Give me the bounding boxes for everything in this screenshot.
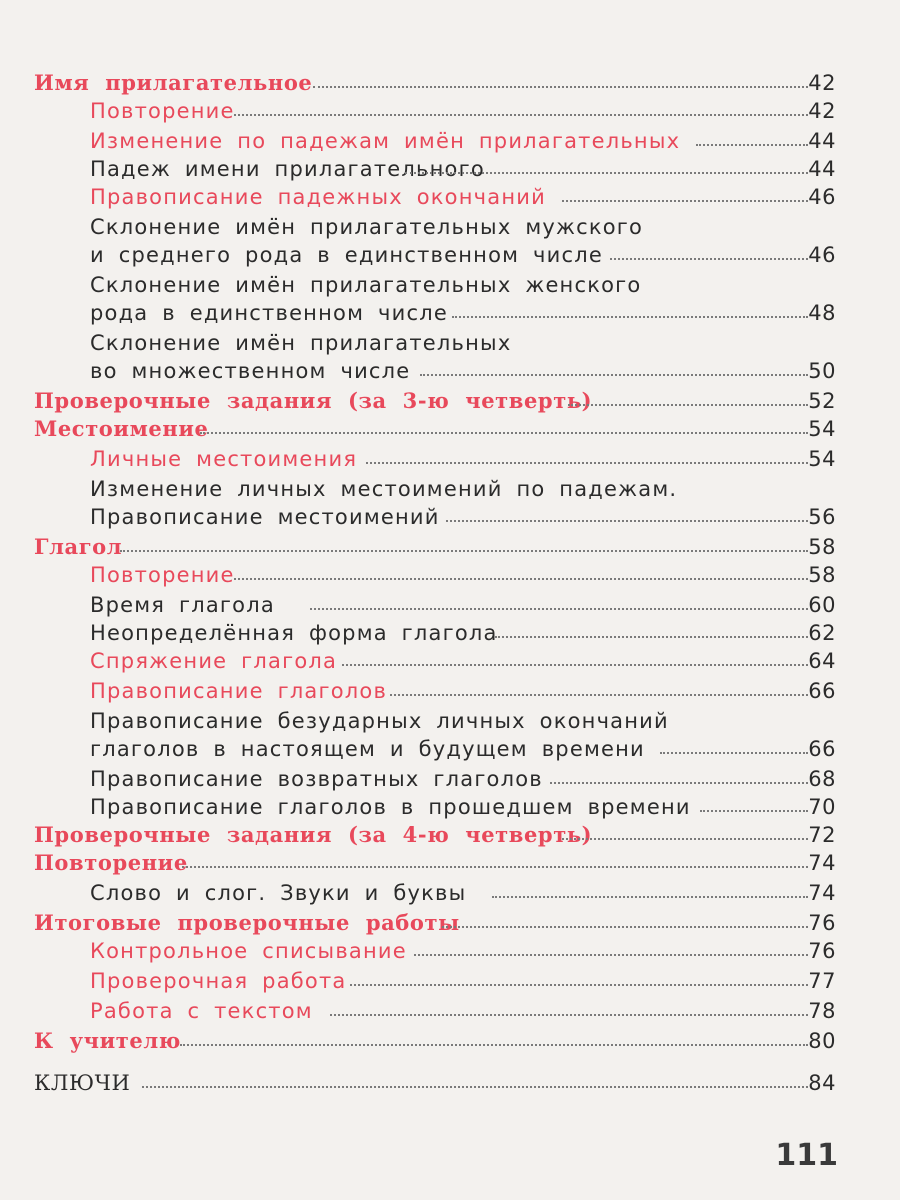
toc-entry-title: Правописание местоимений — [90, 505, 440, 529]
toc-entry-page: 72 — [808, 823, 836, 847]
toc-entry-page: 44 — [808, 129, 836, 153]
toc-entry-page: 74 — [808, 851, 836, 875]
toc-entry-title: Изменение по падежам имён прилагательных — [90, 129, 681, 153]
toc-entry[interactable] — [0, 936, 900, 966]
toc-leader-dots — [180, 1044, 808, 1046]
toc-entry-title: Глагол — [34, 534, 123, 559]
toc-entry[interactable] — [0, 270, 900, 300]
toc-entry-title: Время глагола — [90, 593, 275, 617]
toc-entry-page: 76 — [808, 939, 836, 963]
toc-entry-page: 64 — [808, 649, 836, 673]
toc-entry-title: Проверочные задания (за 3-ю четверть) — [34, 388, 593, 413]
toc-entry[interactable] — [0, 444, 900, 474]
toc-leader-dots — [234, 114, 808, 116]
toc-entry-title: глаголов в настоящем и будущем времени — [90, 737, 645, 761]
toc-entry-page: 46 — [808, 185, 836, 209]
toc-entry[interactable] — [0, 646, 900, 676]
toc-entry-page: 62 — [808, 621, 836, 645]
toc-entry-page: 77 — [808, 969, 836, 993]
toc-leader-dots — [200, 432, 808, 434]
toc-entry[interactable] — [0, 996, 900, 1026]
toc-entry[interactable] — [0, 848, 900, 878]
toc-leader-dots — [350, 984, 808, 986]
toc-entry-page: 74 — [808, 881, 836, 905]
toc-entry-title: Склонение имён прилагательных мужского — [90, 215, 644, 239]
toc-entry-title: Повторение — [90, 99, 235, 123]
toc-entry[interactable] — [0, 96, 900, 126]
toc-entry-title: Правописание безударных личных окончаний — [90, 709, 669, 733]
toc-entry[interactable] — [0, 734, 900, 764]
toc-leader-dots — [330, 1014, 808, 1016]
toc-entry[interactable] — [0, 532, 900, 562]
toc-leader-dots — [390, 694, 808, 696]
toc-entry-title: Склонение имён прилагательных женского — [90, 273, 642, 297]
toc-entry[interactable] — [0, 1026, 900, 1056]
toc-entry[interactable] — [0, 966, 900, 996]
toc-entry-title: Проверочные задания (за 4-ю четверть) — [34, 822, 593, 847]
toc-leader-dots — [452, 316, 808, 318]
toc-entry[interactable] — [0, 474, 900, 504]
toc-entry-page: 50 — [808, 359, 836, 383]
toc-entry[interactable] — [0, 1068, 900, 1098]
toc-entry-page: 48 — [808, 301, 836, 325]
toc-leader-dots — [234, 578, 808, 580]
toc-entry[interactable] — [0, 68, 900, 98]
toc-entry[interactable] — [0, 618, 900, 648]
toc-entry-page: 58 — [808, 563, 836, 587]
toc-entry-title: Местоимение — [34, 416, 209, 441]
toc-entry-page: 76 — [808, 911, 836, 935]
toc-entry-title: Правописание возвратных глаголов — [90, 767, 543, 791]
toc-entry[interactable] — [0, 820, 900, 850]
toc-entry[interactable] — [0, 182, 900, 212]
toc-entry-title: Правописание глаголов в прошедшем времени — [90, 795, 691, 819]
toc-leader-dots — [568, 404, 808, 406]
toc-entry-page: 56 — [808, 505, 836, 529]
toc-entry-title: Проверочная работа — [90, 969, 347, 993]
toc-leader-dots — [405, 172, 808, 174]
toc-entry-title: Повторение — [90, 563, 235, 587]
toc-entry-title: рода в единственном числе — [90, 301, 448, 325]
toc-leader-dots — [446, 520, 808, 522]
toc-entry-title: К учителю — [34, 1028, 181, 1053]
toc-entry[interactable] — [0, 676, 900, 706]
toc-entry-page: 52 — [808, 389, 836, 413]
toc-entry-title: Изменение личных местоимений по падежам. — [90, 477, 678, 501]
toc-entry[interactable] — [0, 764, 900, 794]
toc-entry[interactable] — [0, 212, 900, 242]
toc-entry-page: 66 — [808, 679, 836, 703]
toc-leader-dots — [366, 462, 808, 464]
toc-leader-dots — [495, 636, 808, 638]
toc-entry[interactable] — [0, 154, 900, 184]
toc-leader-dots — [182, 866, 808, 868]
toc-entry[interactable] — [0, 386, 900, 416]
toc-leader-dots — [414, 954, 808, 956]
toc-entry[interactable] — [0, 908, 900, 938]
toc-entry-title: Контрольное списывание — [90, 939, 407, 963]
toc-entry-page: 60 — [808, 593, 836, 617]
toc-entry-title: Работа с текстом — [90, 999, 313, 1023]
toc-entry-title: Личные местоимения — [90, 447, 358, 471]
toc-leader-dots — [420, 374, 808, 376]
toc-leader-dots — [142, 1086, 808, 1088]
page-number: 111 — [775, 1138, 838, 1173]
toc-entry-title: Слово и слог. Звуки и буквы — [90, 881, 467, 905]
toc-entry-page: 68 — [808, 767, 836, 791]
toc-entry-title: во множественном числе — [90, 359, 411, 383]
toc-entry-title: Повторение — [34, 850, 188, 875]
toc-entry-page: 58 — [808, 535, 836, 559]
toc-entry-page: 54 — [808, 417, 836, 441]
toc-entry-page: 44 — [808, 157, 836, 181]
toc-entry-title: Итоговые проверочные работы — [34, 910, 460, 935]
toc-leader-dots — [492, 896, 808, 898]
toc-entry-page: 66 — [808, 737, 836, 761]
toc-entry-title: Неопределённая форма глагола — [90, 621, 498, 645]
toc-leader-dots — [550, 782, 808, 784]
toc-leader-dots — [342, 664, 808, 666]
toc-leader-dots — [562, 200, 808, 202]
toc-entry-title: Правописание падежных окончаний — [90, 185, 546, 209]
toc-entry-title: Спряжение глагола — [90, 649, 338, 673]
toc-entry-title: КЛЮЧИ — [34, 1071, 131, 1095]
toc-entry-page: 80 — [808, 1029, 836, 1053]
toc-entry-title: Имя прилагательное — [34, 70, 313, 95]
toc-entry-title: Склонение имён прилагательных — [90, 331, 512, 355]
toc-entry[interactable] — [0, 792, 900, 822]
toc-entry[interactable] — [0, 414, 900, 444]
toc-entry-title: Правописание глаголов — [90, 679, 388, 703]
toc-leader-dots — [313, 86, 808, 88]
toc-entry[interactable] — [0, 126, 900, 156]
toc-leader-dots — [310, 608, 808, 610]
toc-entry-page: 42 — [808, 71, 836, 95]
toc-entry-page: 70 — [808, 795, 836, 819]
toc-entry[interactable] — [0, 560, 900, 590]
toc-leader-dots — [562, 838, 808, 840]
toc-entry[interactable] — [0, 706, 900, 736]
toc-entry-page: 54 — [808, 447, 836, 471]
toc-entry[interactable] — [0, 590, 900, 620]
toc-leader-dots — [442, 926, 808, 928]
toc-entry[interactable] — [0, 328, 900, 358]
toc-entry[interactable] — [0, 356, 900, 386]
toc-entry-page: 78 — [808, 999, 836, 1023]
toc-entry-title: Падеж имени прилагательного — [90, 157, 485, 181]
toc-entry[interactable] — [0, 502, 900, 532]
toc-entry[interactable] — [0, 298, 900, 328]
toc-entry[interactable] — [0, 240, 900, 270]
toc-entry-title: и среднего рода в единственном числе — [90, 243, 604, 267]
toc-entry-page: 84 — [808, 1071, 836, 1095]
toc-entry[interactable] — [0, 878, 900, 908]
toc-entry-page: 46 — [808, 243, 836, 267]
toc-leader-dots — [120, 550, 808, 552]
toc-entry-page: 42 — [808, 99, 836, 123]
